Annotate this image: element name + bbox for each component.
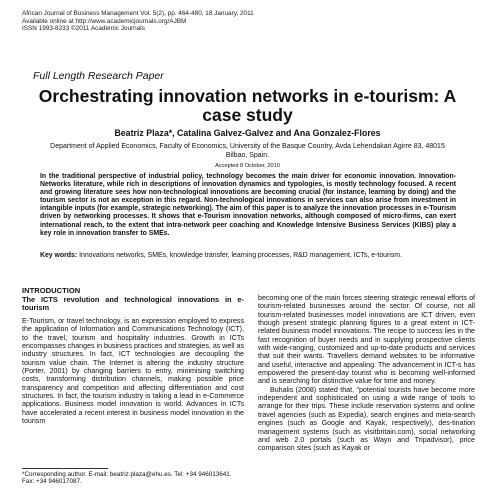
abstract: In the traditional perspective of industrial policy, technology becomes the main driver for economic innovation. Innovation-Networks literature, while rich in descriptions of innovation dynamics and typologies, is mostly technology focused. A recent and growing literature sees how non-technological innovations are becoming crucial (for instance, learning by doing) and the tourism sector is not an exception in this regard. Non-technological innovations in services can also arise from investment in intangible inputs (for example, strategic networking). The aim of this paper is to analyze the innovation processes in e-Tourism driven by networking processes. It shows that e-Tourism innovation networks, although composed of micro-firms, can exert international reach, to the extent that intra-network peer coaching and Knowledge Intensive Business Services (KIBS) play a key role in innovation transfer to SMEs. — [40, 173, 456, 237]
accepted-date: Accepted 8 October, 2010 — [215, 163, 280, 169]
section-heading-introduction: INTRODUCTION — [22, 286, 81, 295]
body-paragraph: E-Tourism, or travel technology, is an expression employed to express the application of Information and Communications Technology (ICT), to the travel, tourism and hospitality industries. Growth in ICTs encompasses changes in business practices and strategies, as well as industry structures. In fact, ICT technologies are decoupling the tourism value chain. The Internet is altering the industry structure (Porter, 2001) by changing barriers to entry, minimising switching costs, transforming distribution channels, making possible price transparency and competition and affecting differentiation and cost structures. In fact, the tourism industry is taking a lead in e-Commerce applications. Business model innovation is world. Advances in ICTs have accelerated a recent interest in business model innovation in the tourism — [22, 316, 244, 425]
keywords — [40, 252, 456, 260]
subsection-heading: The ICTS revolution and technological innovations in e-tourism — [22, 295, 244, 313]
paper-title: Orchestrating innovation networks in e-tourism: A case study — [38, 86, 457, 125]
journal-citation: African Journal of Business Management Vol. 5(2), pp. 464-480, 18 January, 2011 — [22, 10, 254, 17]
keywords-text: Innovations networks, SMEs, knowledge transfer, learning processes, R&D management, ICTs, e-tourism. — [77, 252, 402, 259]
affiliation: Department of Applied Economics, Faculty of Economics, University of the Basque Country, Avda Lehendakari Agirre 83, 48015 Bilbao, Spain. — [50, 143, 445, 159]
left-column — [22, 296, 244, 425]
body-paragraph: becoming one of the main forces steering strategic renewal efforts of tourism-related businesses around the sector. Of course, not all tourism-related businesses model innovations are ICT driven, even though present strategic planning figures to a great extent in ICT-related business model innovations. The recipe to success lies in the fast recognition of buyer needs and in supplying prospective clients with wide-ranging, customized and up-to-date products and services that suit their wants. Travellers demand websites to be informative and useful, interactive and appealing. The advancement in ICT-s has empowered the present-day tourist who is becoming well-informed and is searching for distinctive value for time and money. — [258, 294, 475, 386]
body-paragraph: Buhalis (2008) stated that, "potential tourists have become more independent and sophisticated on using a wide range of tools to arrange for their trips. These include reservation systems and online travel agencies (such as Expedia), search engines and meta-search engines (such as Google and Kayak, respectively), des-tination management systems (such as visitbritain.com), social networking and web 2.0 portals (such as Wayn and Tripadvisor), price comparison sites (such as Kayak or — [258, 385, 475, 453]
journal-issn: ISSN 1993-8233 ©2011 Academic Journals — [22, 25, 145, 33]
paper-type: Full Length Research Paper — [33, 70, 164, 82]
author-list: Beatriz Plaza*, Catalina Galvez-Galvez and Ana Gonzalez-Flores — [114, 128, 381, 138]
right-column — [258, 294, 475, 453]
journal-header — [22, 10, 254, 33]
journal-url: Available online at http://www.academicjournals.org/AJBM — [22, 17, 187, 25]
corresponding-author-footnote: *Corresponding author. E-mail: beatriz.plaza@ehu.es. Tel: +34 946013641. Fax: +34 946017087. — [22, 471, 232, 486]
footnote-rule — [22, 468, 108, 469]
keywords-label: Key words: — [40, 252, 78, 259]
